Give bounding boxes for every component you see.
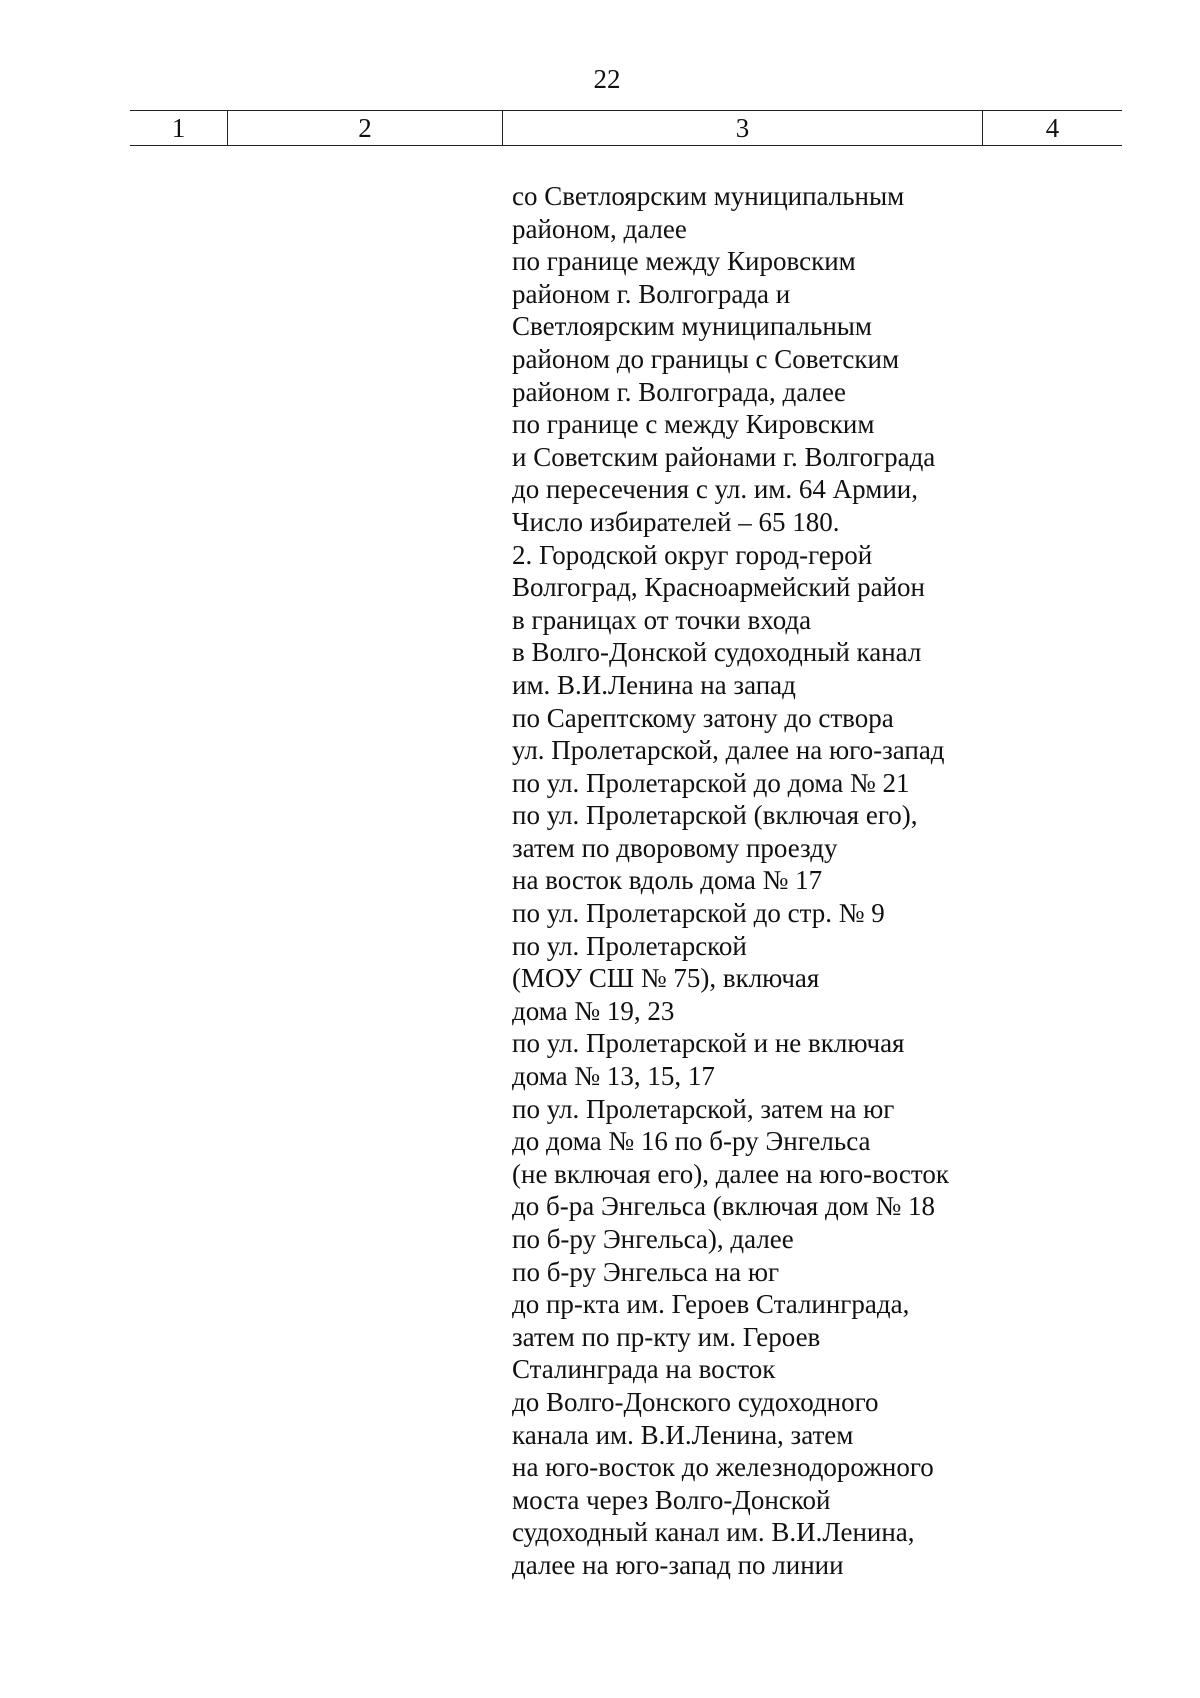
text-line: до пересечения с ул. им. 64 Армии, [512, 474, 918, 505]
text-line: и Советским районами г. Волгограда [512, 441, 936, 472]
page-number: 22 [593, 64, 621, 94]
column-header-row [130, 110, 1122, 146]
text-line: Сталинграда на восток [512, 1354, 776, 1385]
column-header-3: 3 [502, 111, 982, 145]
text-line: дома № 19, 23 [512, 995, 675, 1026]
column-header-1: 1 [171, 112, 186, 143]
text-line: далее на юго-запад по линии [512, 1549, 844, 1580]
text-line: до Волго-Донского судоходного [512, 1386, 879, 1417]
text-line: до б-ра Энгельса (включая дом № 18 [512, 1191, 936, 1222]
text-line: в Волго-Донской судоходный канал [512, 637, 922, 668]
text-line: по б-ру Энгельса на юг [512, 1256, 780, 1287]
text-line: по границе с между Кировским [512, 409, 875, 440]
text-line: Число избирателей – 65 180. [512, 506, 840, 537]
text-line: со Светлоярским муниципальным [512, 181, 905, 211]
text-line: до дома № 16 по б-ру Энгельса [512, 1126, 871, 1157]
text-line: районом, далее [512, 213, 687, 244]
text-line: по ул. Пролетарской до стр. № 9 [512, 898, 885, 929]
text-line: судоходный канал им. В.И.Ленина, [512, 1517, 915, 1548]
text-line: моста через Волго-Донской [512, 1484, 831, 1515]
text-line: районом г. Волгограда, далее [512, 376, 846, 407]
text-line: в границах от точки входа [512, 604, 812, 635]
text-line: до пр-кта им. Героев Сталинграда, [512, 1289, 910, 1320]
district-boundary-text [512, 180, 992, 1582]
text-line: районом до границы с Советским [512, 343, 900, 374]
text-line: районом г. Волгограда и [512, 278, 791, 309]
text-line: Светлоярским муниципальным [512, 311, 872, 342]
text-line: по ул. Пролетарской, затем на юг [512, 1093, 895, 1124]
text-line: ул. Пролетарской, далее на юго-запад [512, 735, 945, 766]
text-line: дома № 13, 15, 17 [512, 1061, 715, 1092]
text-line: по ул. Пролетарской и не включая [512, 1028, 905, 1059]
text-line: по ул. Пролетарской (включая его), [512, 800, 918, 831]
column-header-2: 2 [227, 111, 502, 145]
text-line: по Сарептскому затону до створа [512, 702, 894, 733]
text-line: Волгоград, Красноармейский район [512, 572, 925, 603]
text-line: (МОУ СШ № 75), включая [512, 963, 820, 994]
text-line: затем по дворовому проезду [512, 832, 838, 863]
text-line: по ул. Пролетарской до дома № 21 [512, 767, 910, 798]
text-line: по б-ру Энгельса), далее [512, 1224, 794, 1254]
text-line: по границе между Кировским [512, 246, 856, 277]
text-line: канала им. В.И.Ленина, затем [512, 1419, 854, 1450]
text-line: затем по пр-кту им. Героев [512, 1321, 821, 1352]
text-line: им. В.И.Ленина на запад [512, 669, 796, 700]
text-line: (не включая его), далее на юго-восток [512, 1158, 949, 1189]
column-header-4: 4 [982, 111, 1122, 145]
text-line: по ул. Пролетарской [512, 930, 747, 961]
text-line: 2. Городской округ город-герой [512, 539, 873, 570]
text-line: на восток вдоль дома № 17 [512, 865, 823, 896]
text-line: на юго-восток до железнодорожного [512, 1452, 934, 1483]
